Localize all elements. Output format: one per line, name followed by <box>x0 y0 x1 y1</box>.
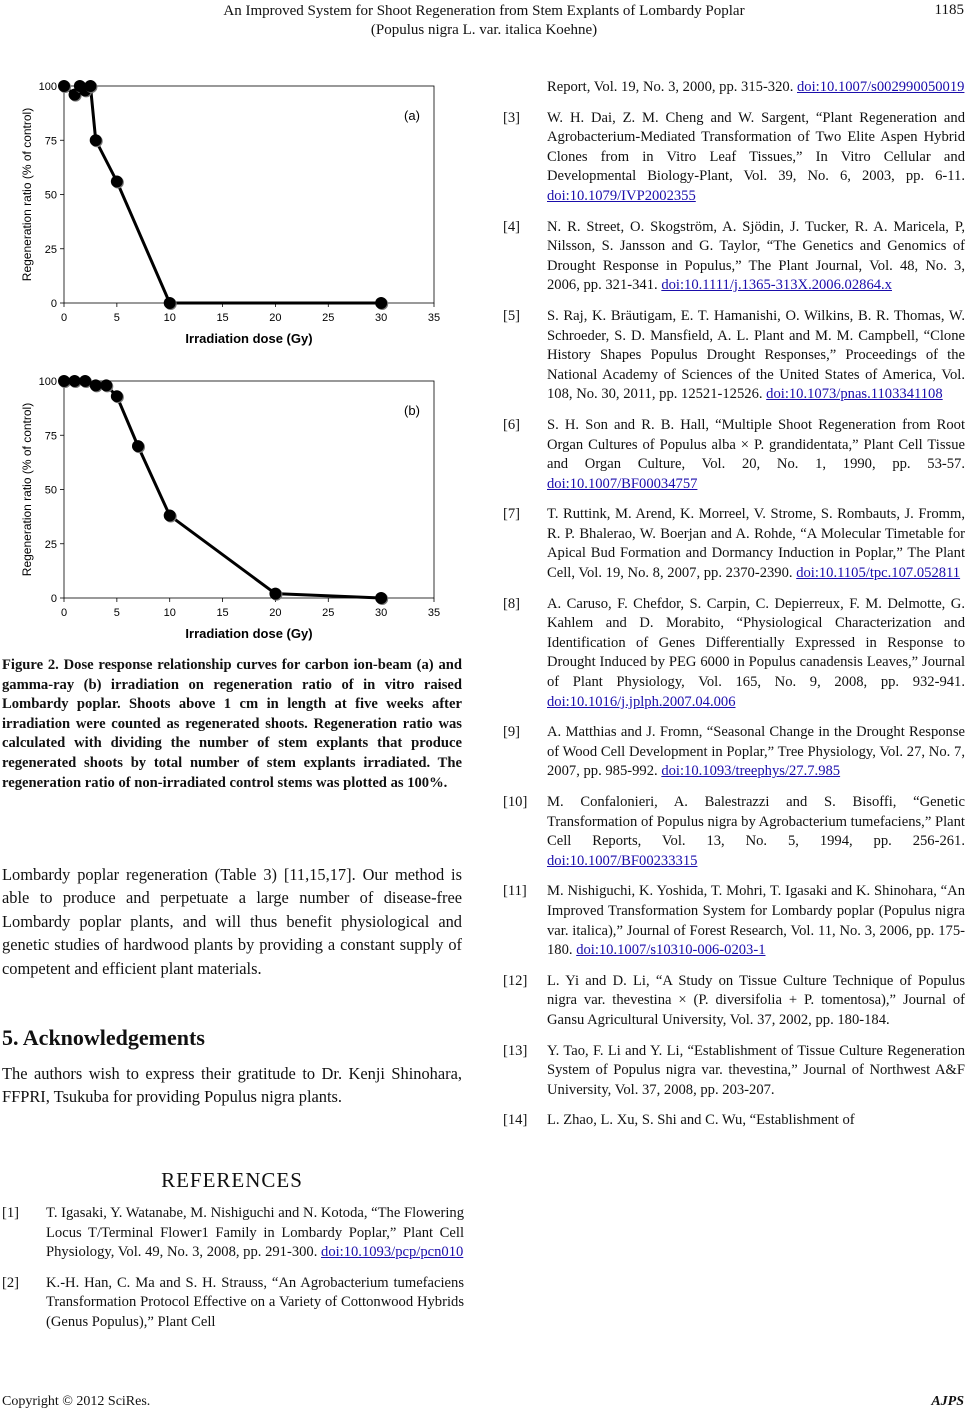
reference-text: Report, Vol. 19, No. 3, 2000, pp. 315-320. <box>547 79 797 95</box>
acknowledgements-heading: 5. Acknowledgements <box>2 1025 205 1050</box>
reference-text: M. Confalonieri, A. Balestrazzi and S. Bisoffi, “Genetic Transformation of Populus nigra by Agrobacterium tumefaciens,” Plant Cell Reports, Vol. 13, No. 5, 1994, pp. 256-261. <box>547 794 965 850</box>
x-tick-label: 5 <box>113 607 120 619</box>
page-number: 1185 <box>934 2 964 18</box>
x-axis-label: Irradiation dose (Gy) <box>185 331 313 346</box>
running-title-line2: (Populus nigra L. var. italica Koehne) <box>370 22 598 38</box>
x-tick-label: 35 <box>427 607 441 619</box>
x-tick-label: 25 <box>322 312 335 324</box>
data-point <box>84 80 96 92</box>
reference-doi-link[interactable]: doi:10.1007/s10310-006-0203-1 <box>576 942 766 959</box>
data-point <box>164 297 176 309</box>
y-tick-label: 25 <box>44 243 57 256</box>
reference-item <box>2 1274 464 1333</box>
reference-number: [3] <box>503 109 521 126</box>
data-point <box>58 375 70 387</box>
data-point <box>90 134 102 146</box>
reference-doi-link[interactable]: doi:10.1007/BF00034757 <box>547 475 698 492</box>
reference-number: [12] <box>503 972 528 989</box>
body-paragraph: Lombardy poplar regeneration (Table 3) [11,15,17]. Our method is able to produce and perpetuate a large number of disease-free Lombardy poplar plants, and will thus benefit physiological and genetic studies of hardwood plants by providing a constant supply of competent and efficient plant materials. <box>2 865 462 978</box>
x-tick-label: 35 <box>427 312 441 324</box>
y-tick-label: 100 <box>38 81 57 93</box>
chart-svg <box>14 365 454 645</box>
reference-doi-link[interactable]: doi:10.1093/pcp/pcn010 <box>321 1244 464 1261</box>
x-tick-label: 20 <box>269 312 282 324</box>
data-point <box>58 80 70 92</box>
reference-item <box>2 1204 464 1263</box>
reference-number: [6] <box>503 416 521 433</box>
data-point <box>100 379 112 391</box>
panel-label: (a) <box>404 108 420 123</box>
data-point <box>375 592 387 604</box>
reference-text: S. Raj, K. Bräutigam, E. T. Hamanishi, O. Wilkins, B. R. Thomas, W. Schroeder, S. D. Mansfield, A. L. Plant and M. M. Campbell, “Clone History Shapes Populus Drought Responses,” Proceedings of the National Academy of Sciences of the United States of America, Vol. 108, No. 30, 2011, pp. 12521-12526. <box>547 307 965 403</box>
plot-frame <box>64 381 434 598</box>
running-title <box>0 2 968 40</box>
reference-item <box>503 78 965 98</box>
reference-number: [13] <box>503 1042 528 1059</box>
panel-label: (b) <box>404 403 420 418</box>
y-tick-label: 0 <box>50 298 57 310</box>
reference-number: [2] <box>2 1274 20 1291</box>
reference-doi-link[interactable]: doi:10.1007/s002990050019 <box>797 79 965 95</box>
data-point <box>79 375 91 387</box>
page-header <box>0 0 968 40</box>
x-tick-label: 5 <box>113 312 120 324</box>
reference-text: T. Ruttink, M. Arend, K. Morreel, V. Strome, S. Rombauts, J. Fromm, R. P. Bhalerao, W. Boerjan and A. Rohde, “A Molecular Timetable for Apical Bud Formation and Dormancy Induction in Poplar,” The Plant Cell, Vol. 19, No. 8, 2007, pp. 2370-2390. <box>547 506 965 582</box>
reference-item <box>503 1042 965 1101</box>
y-tick-label: 100 <box>38 376 57 388</box>
reference-item <box>503 505 965 583</box>
reference-number: [14] <box>503 1112 528 1129</box>
acknowledgements-text: The authors wish to express their gratitude to Dr. Kenji Shinohara, FFPRI, Tsukuba for providing Populus nigra plants. <box>2 1064 462 1107</box>
reference-doi-link[interactable]: doi:10.1111/j.1365-313X.2006.02864.x <box>661 277 892 294</box>
figure-caption: Figure 2. Dose response relationship curves for carbon ion-beam (a) and gamma-ray (b) irradiation on regeneration ratio of in vitro raised Lombardy poplar. Shoots above 1 cm in length at five weeks after irradiation were counted as regenerated shoots. Regeneration ratio was calculated with dividing the number of stem explants that produce regenerated shoots by total number of stem explants irradiated. The regeneration ratio of non-irradiated control stems was plotted as 100%. <box>2 657 462 791</box>
reference-doi-link[interactable]: doi:10.1105/tpc.107.052811 <box>796 565 961 582</box>
y-tick-label: 75 <box>44 135 57 148</box>
x-tick-label: 25 <box>322 607 335 619</box>
references-heading: REFERENCES <box>161 1168 303 1192</box>
reference-doi-link[interactable]: doi:10.1093/treephys/27.7.985 <box>661 763 841 780</box>
reference-text: N. R. Street, O. Skogström, A. Sjödin, J. Tucker, R. A. Maricela, P, Nilsson, S. Jansson and G. Taylor, “The Genetics and Genomics of Drought Response in Populus,” The Plant Journal, Vol. 48, No. 3, 2006, pp. 321-341. <box>547 218 965 294</box>
x-axis-label: Irradiation dose (Gy) <box>185 626 313 641</box>
x-tick-label: 20 <box>269 607 282 619</box>
reference-number: [1] <box>2 1205 20 1221</box>
reference-doi-link[interactable]: doi:10.1016/j.jplph.2007.04.006 <box>547 693 736 710</box>
data-point <box>375 297 387 309</box>
y-axis-label: Regeneration ratio (% of control) <box>20 107 34 282</box>
plot-frame <box>64 86 434 303</box>
reference-item <box>503 595 965 713</box>
y-tick-label: 50 <box>44 189 57 202</box>
reference-text: L. Zhao, L. Xu, S. Shi and C. Wu, “Establishment of <box>547 1112 855 1129</box>
y-tick-label: 0 <box>50 593 57 605</box>
x-tick-label: 0 <box>60 312 68 324</box>
y-tick-label: 75 <box>44 430 57 443</box>
reference-item <box>503 416 965 494</box>
chart-svg <box>14 70 454 350</box>
reference-number: [5] <box>503 307 521 324</box>
reference-number: [9] <box>503 724 521 741</box>
reference-number: [7] <box>503 506 521 523</box>
reference-number: [11] <box>503 883 527 900</box>
data-point <box>164 510 176 522</box>
reference-number: [10] <box>503 794 528 810</box>
data-point <box>111 175 123 187</box>
reference-doi-link[interactable]: doi:10.1079/IVP2002355 <box>547 187 696 204</box>
journal-footer: AJPS <box>931 1394 964 1409</box>
data-point <box>269 588 281 600</box>
reference-item <box>503 793 965 871</box>
x-tick-label: 30 <box>375 607 388 619</box>
reference-text: K.-H. Han, C. Ma and S. H. Strauss, “An Agrobacterium tumefaciens Transformation Protocol Effective on a Variety of Cottonwood Hybrids (Genus Populus),” Plant Cell <box>46 1274 464 1330</box>
references-left-column <box>2 1204 464 1344</box>
reference-item <box>503 1111 965 1131</box>
data-point <box>111 390 123 402</box>
x-tick-label: 15 <box>216 607 229 619</box>
reference-item <box>503 218 965 296</box>
x-tick-label: 15 <box>216 312 229 324</box>
reference-text: A. Matthias and J. Fromn, “Seasonal Change in the Drought Response of Wood Cell Development in Poplar,” Tree Physiology, Vol. 27, No. 7, 2007, pp. 985-992. <box>547 724 965 780</box>
copyright-footer: Copyright © 2012 SciRes. <box>2 1394 151 1409</box>
x-tick-label: 10 <box>163 607 176 619</box>
x-tick-label: 10 <box>163 312 176 324</box>
reference-text: A. Caruso, F. Chefdor, S. Carpin, C. Depierreux, F. M. Delmotte, G. Kahlem and D. Morabito, “Physiological Characterization and Identification of Genes Differentially Expressed in Response to Drought Induced by PEG 6000 in Populus canadensis Leaves,” Journal of Plant Physiology, Vol. 165, No. 9, 2008, pp. 932-941. <box>547 595 965 691</box>
data-point <box>69 375 81 387</box>
references-right-column <box>503 78 965 1142</box>
reference-text: M. Nishiguchi, K. Yoshida, T. Mohri, T. Igasaki and K. Shinohara, “An Improved Transformation System for Lombardy poplar (Populus nigra var. italica),” Journal of Forest Research, Vol. 11, No. 3, 2006, pp. 175-180. <box>547 883 965 959</box>
reference-text: T. Igasaki, Y. Watanabe, M. Nishiguchi and N. Kotoda, “The Flowering Locus T/Terminal Flower1 Family in Lombardy Poplar,” Plant Cell Physiology, Vol. 49, No. 3, 2008, pp. 291-300. <box>46 1205 464 1261</box>
y-axis-label: Regeneration ratio (% of control) <box>20 402 34 577</box>
reference-doi-link[interactable]: doi:10.1073/pnas.1103341108 <box>766 386 943 403</box>
series-line <box>64 381 381 598</box>
reference-number: [4] <box>503 218 521 235</box>
running-title-line1: An Improved System for Shoot Regeneration from Stem Explants of Lombardy Poplar <box>223 3 745 19</box>
figure-2b-chart <box>14 365 454 645</box>
y-tick-label: 25 <box>44 538 57 551</box>
y-tick-label: 50 <box>44 484 57 497</box>
data-point <box>132 440 144 452</box>
reference-text: W. H. Dai, Z. M. Cheng and W. Sargent, “Plant Regeneration and Agrobacterium-Mediated Transformation of Two Elite Aspen Hybrid Clones from in Vitro Leaf Tissues,” In Vitro Cellular and Developmental Biology-Plant, Vol. 39, No. 6, 2003, pp. 6-11. <box>547 109 965 185</box>
reference-doi-link[interactable]: doi:10.1007/BF00233315 <box>547 852 698 869</box>
reference-item <box>503 307 965 405</box>
reference-text: S. H. Son and R. B. Hall, “Multiple Shoot Regeneration from Root Organ Cultures of Populus alba × P. grandidentata,” Plant Cell Tissue and Organ Culture, Vol. 20, No. 1, 1990, pp. 53-57. <box>547 416 965 473</box>
reference-item <box>503 882 965 960</box>
reference-item <box>503 723 965 782</box>
reference-text: Y. Tao, F. Li and Y. Li, “Establishment of Tissue Culture Regeneration System of Populus nigra var. thevestina,” Journal of Northwest A&F University, Vol. 37, 2008, pp. 203-207. <box>547 1042 965 1098</box>
series-line <box>64 86 381 303</box>
reference-number: [8] <box>503 595 521 612</box>
reference-item <box>503 972 965 1031</box>
x-tick-label: 30 <box>375 312 388 324</box>
figure-2a-chart <box>14 70 454 350</box>
reference-item <box>503 109 965 207</box>
reference-text: L. Yi and D. Li, “A Study on Tissue Culture Technique of Populus nigra var. thevestina × (P. diversifolia + P. tomentosa),” Journal of Gansu Agricultural University, Vol. 37, 2002, pp. 180-184. <box>547 972 965 1028</box>
x-tick-label: 0 <box>60 607 68 619</box>
data-point <box>90 379 102 391</box>
